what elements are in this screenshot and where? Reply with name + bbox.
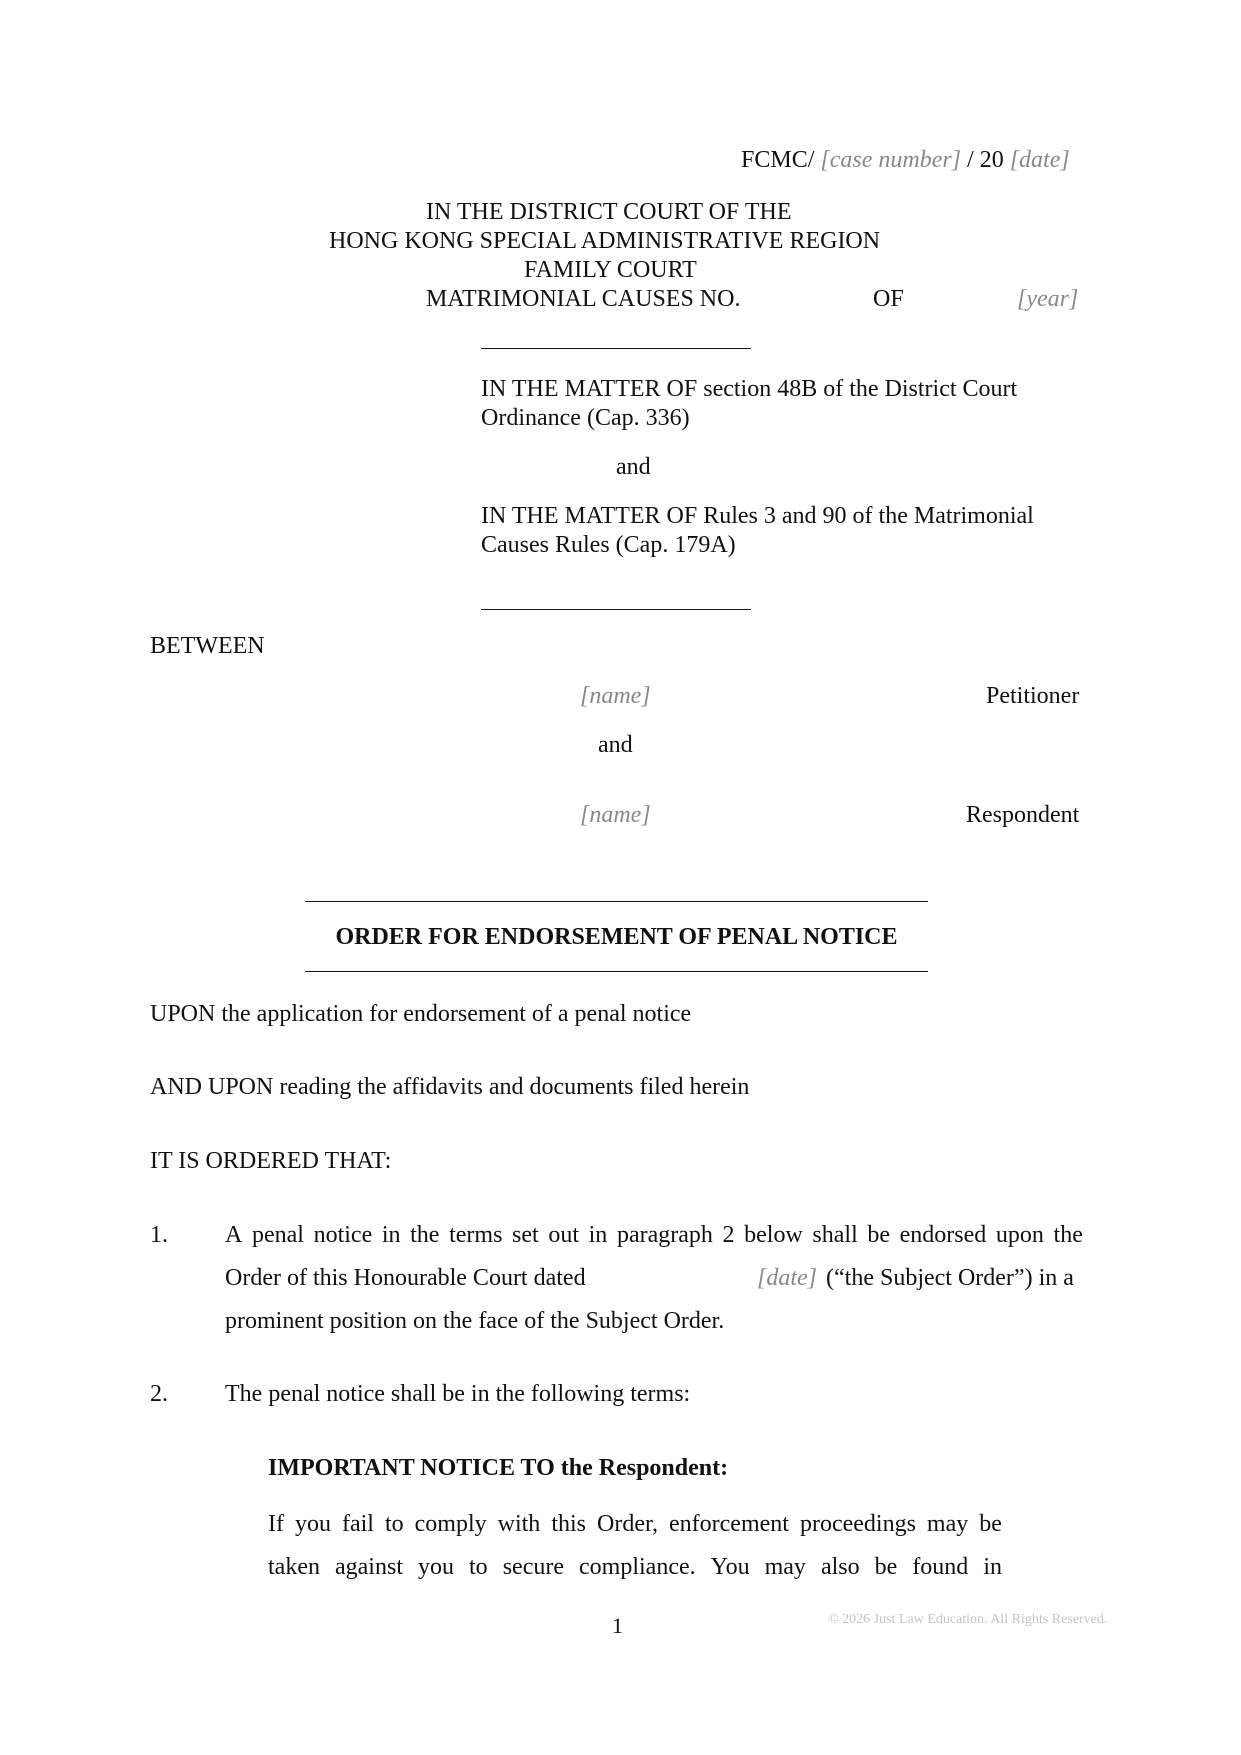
respondent-role: Respondent (966, 802, 1080, 828)
year-placeholder: [year] (1017, 286, 1079, 312)
order-title: ORDER FOR ENDORSEMENT OF PENAL NOTICE (335, 924, 898, 950)
case-date-placeholder: [date] (1009, 147, 1070, 173)
paragraph-1-word: in (588, 1222, 608, 1248)
notice-line-2-word: secure (502, 1554, 564, 1580)
notice-line-2-word: found (912, 1554, 969, 1580)
paragraph-1-word: A (225, 1222, 243, 1248)
notice-line-1-word: may (926, 1511, 969, 1537)
matter-2-line-1: IN THE MATTER OF Rules 3 and 90 of the Matrimonial (481, 503, 1034, 529)
matters-and-label: and (616, 454, 651, 480)
paragraph-1-word: penal (251, 1222, 304, 1248)
recital-ordered: IT IS ORDERED THAT: (150, 1148, 392, 1174)
notice-line-1 (268, 1512, 1002, 1536)
notice-line-1-word: comply (414, 1511, 487, 1537)
respondent-name-placeholder: [name] (580, 802, 651, 828)
paragraph-1-line-1 (225, 1223, 1083, 1247)
notice-heading: IMPORTANT NOTICE TO the Respondent: (268, 1455, 729, 1481)
notice-line-1-word: to (384, 1511, 404, 1537)
notice-line-2-word: you (418, 1554, 454, 1580)
paragraph-1-word: 2 (722, 1222, 735, 1248)
notice-line-1-word: this (551, 1511, 586, 1537)
case-number-placeholder: [case number] (820, 147, 962, 173)
court-line-3: FAMILY COURT (524, 257, 697, 283)
petitioner-role: Petitioner (986, 683, 1080, 709)
notice-line-2 (268, 1555, 1002, 1579)
paragraph-1-line-2-start: Order of this Honourable Court dated (225, 1265, 586, 1291)
page-number: 1 (612, 1613, 623, 1638)
case-year-prefix: / 20 (967, 147, 1004, 173)
petitioner-name-placeholder: [name] (580, 683, 651, 709)
notice-line-1-word: If (268, 1511, 284, 1537)
title-rule-top (305, 901, 928, 902)
paragraph-1-word: be (867, 1222, 891, 1248)
paragraph-1-word: notice (313, 1222, 373, 1248)
of-label: OF (873, 286, 904, 312)
notice-line-1-word: you (294, 1511, 331, 1537)
case-reference (741, 148, 1070, 172)
paragraph-1-line-3: prominent position on the face of the Subject Order. (225, 1308, 725, 1334)
paragraph-1-number: 1. (150, 1222, 168, 1248)
notice-line-2-word: to (469, 1554, 488, 1580)
notice-line-2-word: You (710, 1554, 750, 1580)
notice-line-2-word: against (335, 1554, 403, 1580)
notice-line-1-word: with (497, 1511, 541, 1537)
matter-2-line-2: Causes Rules (Cap. 179A) (481, 532, 736, 558)
notice-line-1-word: proceedings (799, 1511, 916, 1537)
notice-line-1-word: fail (341, 1511, 374, 1537)
copyright-notice: © 2026 Just Law Education. All Rights Reserved. (828, 1612, 1108, 1627)
paragraph-1-word: in (381, 1222, 401, 1248)
paragraph-1-line-2-end: (“the Subject Order”) in a (826, 1265, 1074, 1291)
paragraph-1-word: paragraph (616, 1222, 713, 1248)
divider-top (481, 348, 751, 349)
notice-line-2-word: in (983, 1554, 1002, 1580)
court-line-1: IN THE DISTRICT COURT OF THE (426, 199, 792, 225)
notice-line-2-word: taken (268, 1554, 320, 1580)
paragraph-1-word: upon (995, 1222, 1044, 1248)
notice-line-2-word: compliance. (579, 1554, 696, 1580)
paragraph-1-word: the (1053, 1222, 1083, 1248)
subject-order-date-placeholder: [date] (757, 1265, 817, 1291)
recital-upon: UPON the application for endorsement of a penal notice (150, 1001, 692, 1027)
matter-1-line-1: IN THE MATTER OF section 48B of the District Court (481, 376, 1018, 402)
paragraph-1-word: shall (812, 1222, 858, 1248)
paragraph-1-word: set (512, 1222, 539, 1248)
notice-line-1-word: Order, (597, 1511, 659, 1537)
paragraph-2-number: 2. (150, 1381, 168, 1407)
paragraph-1-word: out (548, 1222, 580, 1248)
paragraph-1-word: the (410, 1222, 440, 1248)
paragraph-1-word: below (744, 1222, 803, 1248)
notice-line-2-word: also (820, 1554, 860, 1580)
paragraph-1-word: terms (449, 1222, 503, 1248)
matrimonial-causes-label: MATRIMONIAL CAUSES NO. (426, 286, 741, 312)
court-line-2: HONG KONG SPECIAL ADMINISTRATIVE REGION (329, 228, 881, 254)
recital-and-upon: AND UPON reading the affidavits and documents filed herein (150, 1074, 750, 1100)
title-rule-bottom (305, 971, 928, 972)
paragraph-1-word: endorsed (899, 1222, 987, 1248)
divider-matters (481, 609, 751, 610)
matter-1-line-2: Ordinance (Cap. 336) (481, 405, 690, 431)
notice-line-1-word: enforcement (669, 1511, 789, 1537)
notice-line-1-word: be (979, 1511, 1002, 1537)
case-prefix: FCMC/ (741, 147, 815, 173)
parties-and-label: and (598, 732, 633, 758)
notice-line-2-word: be (874, 1554, 898, 1580)
between-label: BETWEEN (150, 633, 265, 659)
paragraph-2-text: The penal notice shall be in the following terms: (225, 1381, 691, 1407)
notice-line-2-word: may (764, 1554, 806, 1580)
